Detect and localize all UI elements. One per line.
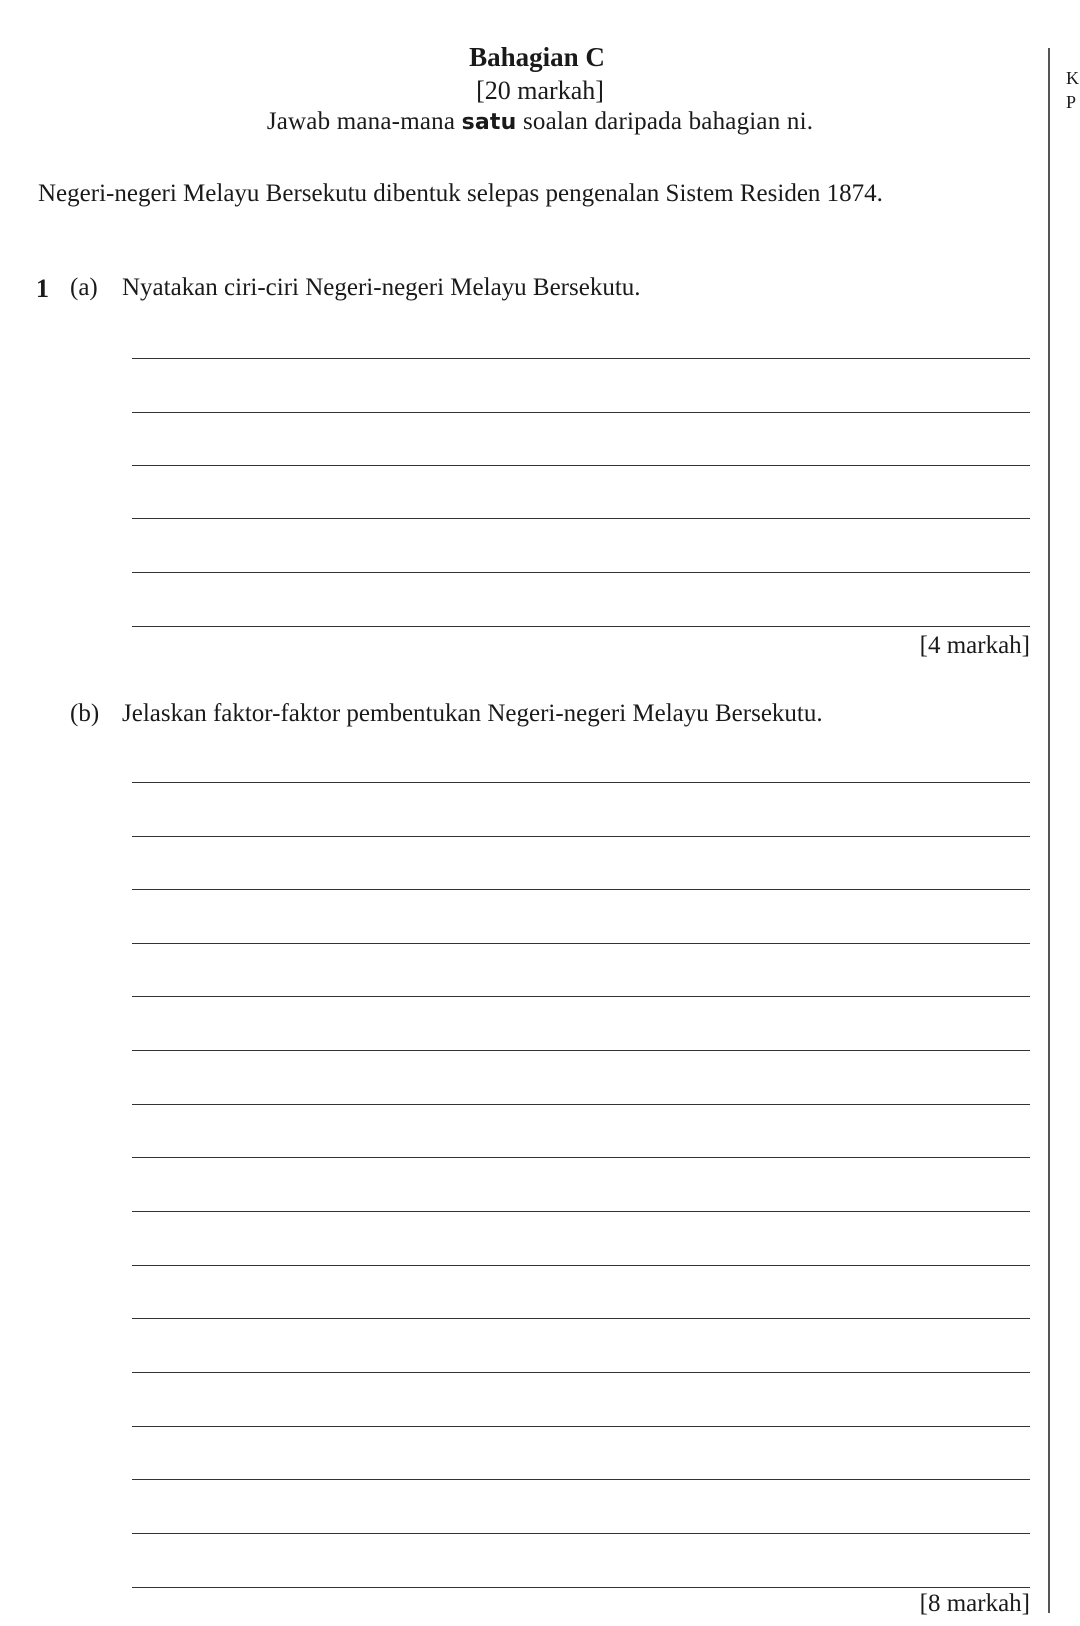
section-instruction — [0, 108, 1080, 136]
part-a-answer-line[interactable] — [132, 412, 1030, 413]
part-b-answer-line[interactable] — [132, 782, 1030, 783]
part-b-answer-line[interactable] — [132, 836, 1030, 837]
section-title: Bahagian C — [469, 42, 605, 72]
part-b-answer-line[interactable] — [132, 1265, 1030, 1266]
instruction-bold-word: satu — [461, 110, 517, 135]
section-marks: [20 markah] — [476, 76, 604, 105]
part-b-marks: [8 markah] — [919, 1590, 1030, 1617]
part-b-answer-line[interactable] — [132, 889, 1030, 890]
part-a-answer-line[interactable] — [132, 572, 1030, 573]
part-a-label: (a) — [70, 274, 98, 301]
margin-char-second: P — [1066, 92, 1077, 112]
part-b-answer-line[interactable] — [132, 1211, 1030, 1212]
part-b-answer-line[interactable] — [132, 1104, 1030, 1105]
part-b-answer-line[interactable] — [132, 1318, 1030, 1319]
instruction-text-before: Jawab mana-mana — [266, 108, 462, 135]
part-b-answer-line[interactable] — [132, 1372, 1030, 1373]
part-b-answer-line[interactable] — [132, 1050, 1030, 1051]
part-a-answer-line[interactable] — [132, 626, 1030, 627]
part-a-answer-line[interactable] — [132, 358, 1030, 359]
instruction-text-after: soalan daripada bahagian ni. — [516, 108, 814, 135]
part-a-answer-line[interactable] — [132, 518, 1030, 519]
part-b-answer-line[interactable] — [132, 1426, 1030, 1427]
part-b-answer-line[interactable] — [132, 943, 1030, 944]
part-b-answer-line[interactable] — [132, 1479, 1030, 1480]
part-b-answer-line[interactable] — [132, 1587, 1030, 1588]
part-b-label: (b) — [70, 700, 100, 727]
part-a-answer-line[interactable] — [132, 465, 1030, 466]
question-number: 1 — [36, 274, 49, 303]
part-a-marks: [4 markah] — [919, 632, 1030, 659]
margin-rule — [1048, 48, 1050, 1613]
margin-char-top: K — [1066, 68, 1079, 88]
part-a-question: Nyatakan ciri-ciri Negeri-negeri Melayu Bersekutu. — [122, 274, 641, 301]
part-b-question: Jelaskan faktor-faktor pembentukan Negeri-negeri Melayu Bersekutu. — [122, 700, 823, 727]
part-b-answer-line[interactable] — [132, 1157, 1030, 1158]
part-b-answer-line[interactable] — [132, 996, 1030, 997]
part-b-answer-line[interactable] — [132, 1533, 1030, 1534]
stimulus-text: Negeri-negeri Melayu Bersekutu dibentuk selepas pengenalan Sistem Residen 1874. — [38, 180, 883, 207]
